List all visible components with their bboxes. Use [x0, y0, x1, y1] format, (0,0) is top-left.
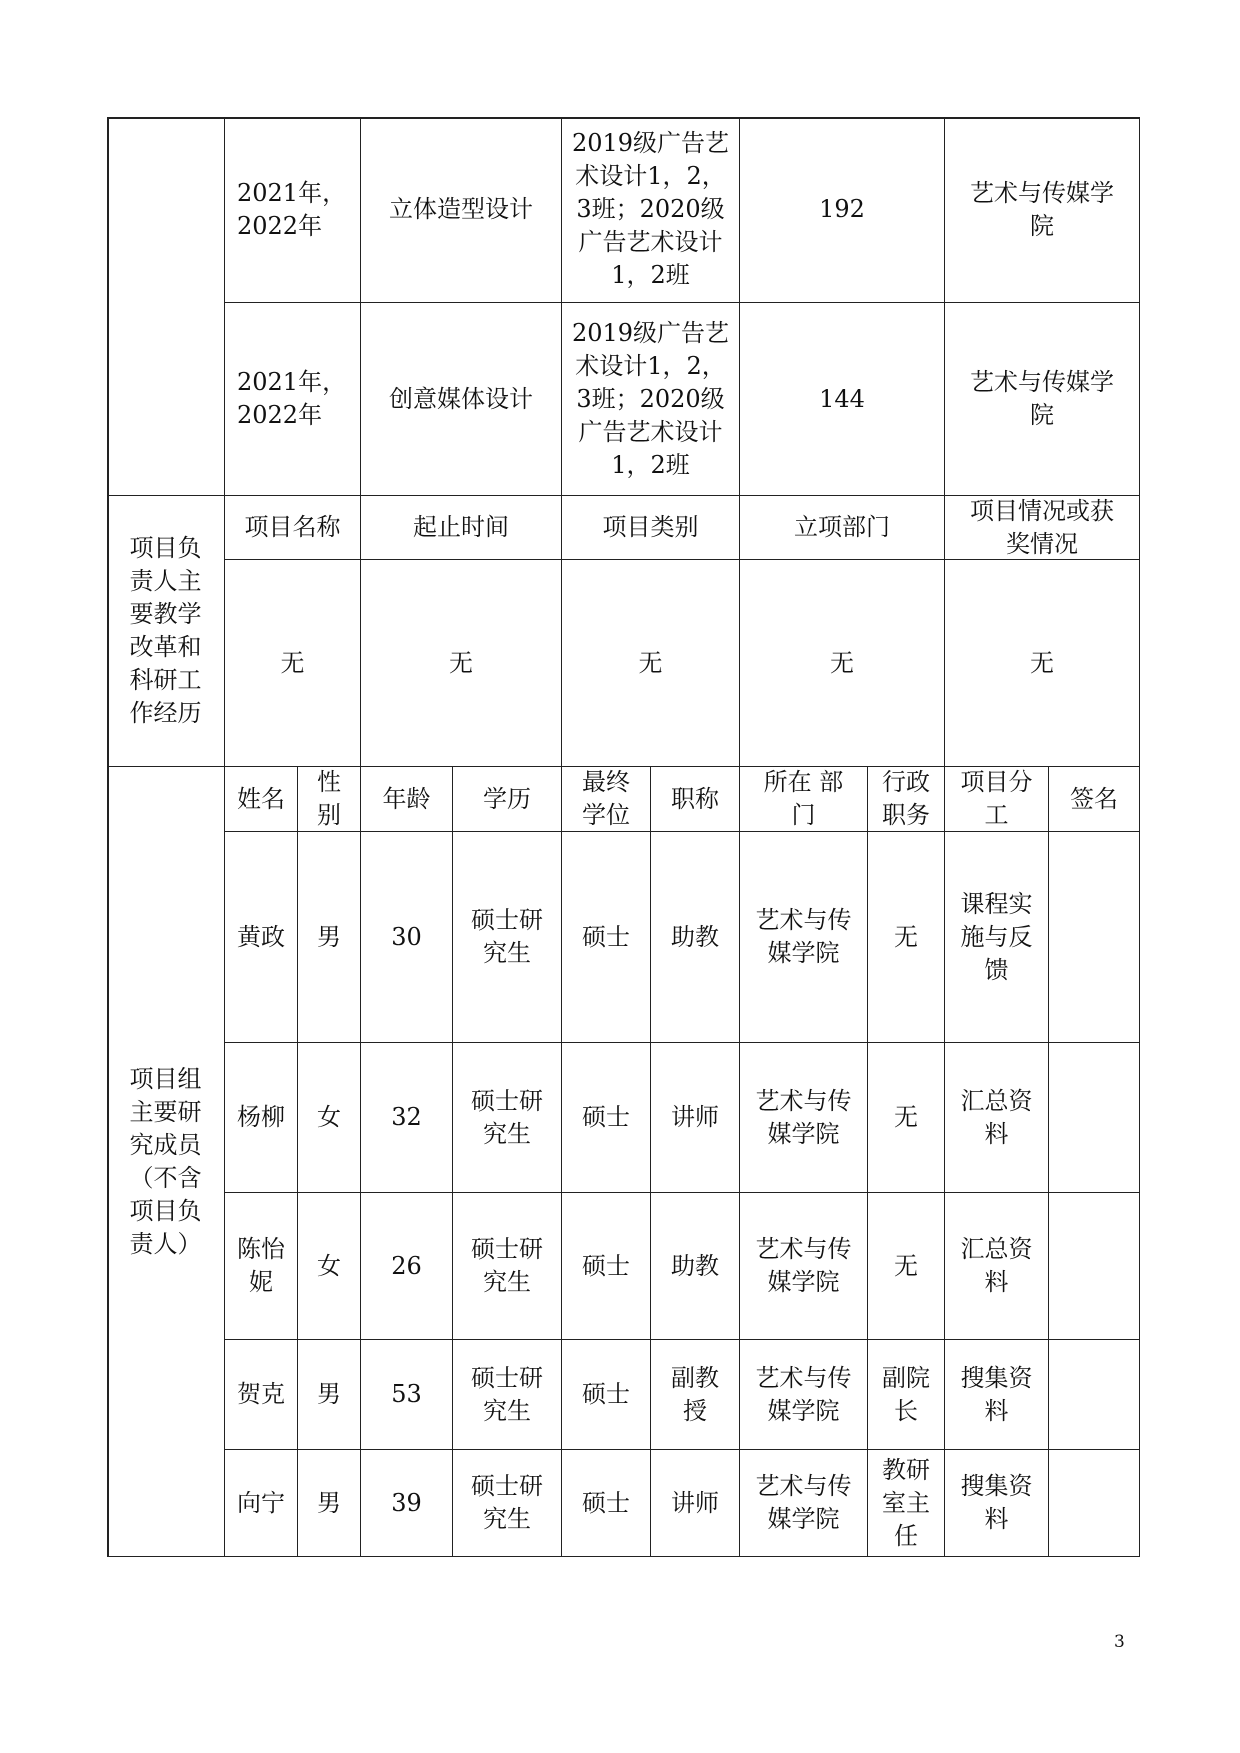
- course-classes: 2019级广告艺 术设计1，2， 3班；2020级 广告艺术设计 1，2班: [562, 303, 740, 496]
- member-gender: 男: [298, 1340, 361, 1450]
- member-title: 讲师: [651, 1043, 740, 1193]
- history-header-department: 立项部门: [740, 496, 945, 560]
- member-age: 53: [361, 1340, 453, 1450]
- member-department: 艺术与传 媒学院: [740, 1043, 868, 1193]
- member-header-education: 学历: [453, 767, 562, 832]
- member-header-gender: 性 别: [298, 767, 361, 832]
- member-task: 课程实 施与反 馈: [945, 832, 1049, 1043]
- course-name: 立体造型设计: [361, 117, 562, 303]
- member-education: 硕士研 究生: [453, 1450, 562, 1557]
- history-header-project-name: 项目名称: [225, 496, 361, 560]
- member-degree: 硕士: [562, 1340, 651, 1450]
- member-title: 助教: [651, 1193, 740, 1340]
- member-name: 杨柳: [225, 1043, 298, 1193]
- member-title: 副教 授: [651, 1340, 740, 1450]
- member-name: 黄政: [225, 832, 298, 1043]
- member-header-admin-role: 行政 职务: [868, 767, 945, 832]
- member-signature[interactable]: [1049, 832, 1140, 1043]
- member-task: 汇总资 料: [945, 1043, 1049, 1193]
- member-age: 39: [361, 1450, 453, 1557]
- member-degree: 硕士: [562, 1193, 651, 1340]
- history-header-category: 项目类别: [562, 496, 740, 560]
- member-header-age: 年龄: [361, 767, 453, 832]
- member-name: 陈怡 妮: [225, 1193, 298, 1340]
- member-signature[interactable]: [1049, 1193, 1140, 1340]
- member-department: 艺术与传 媒学院: [740, 1450, 868, 1557]
- member-degree: 硕士: [562, 1450, 651, 1557]
- history-value: 无: [562, 560, 740, 767]
- member-gender: 女: [298, 1193, 361, 1340]
- member-header-title: 职称: [651, 767, 740, 832]
- member-task: 搜集资 料: [945, 1340, 1049, 1450]
- member-admin-role: 副院 长: [868, 1340, 945, 1450]
- member-header-signature: 签名: [1049, 767, 1140, 832]
- member-gender: 女: [298, 1043, 361, 1193]
- course-year: 2021年， 2022年: [225, 117, 361, 303]
- member-admin-role: 无: [868, 1193, 945, 1340]
- course-classes: 2019级广告艺 术设计1，2， 3班；2020级 广告艺术设计 1，2班: [562, 117, 740, 303]
- history-label: 项目负 责人主 要教学 改革和 科研工 作经历: [107, 496, 225, 767]
- member-name: 向宁: [225, 1450, 298, 1557]
- member-task: 汇总资 料: [945, 1193, 1049, 1340]
- history-value: 无: [740, 560, 945, 767]
- member-admin-role: 无: [868, 1043, 945, 1193]
- member-education: 硕士研 究生: [453, 832, 562, 1043]
- history-header-status: 项目情况或获 奖情况: [945, 496, 1140, 560]
- member-age: 32: [361, 1043, 453, 1193]
- member-department: 艺术与传 媒学院: [740, 1193, 868, 1340]
- member-education: 硕士研 究生: [453, 1043, 562, 1193]
- member-task: 搜集资 料: [945, 1450, 1049, 1557]
- member-degree: 硕士: [562, 832, 651, 1043]
- course-college: 艺术与传媒学 院: [945, 303, 1140, 496]
- category-cell-blank: [107, 117, 225, 496]
- course-name: 创意媒体设计: [361, 303, 562, 496]
- member-admin-role: 无: [868, 832, 945, 1043]
- course-students: 144: [740, 303, 945, 496]
- history-value: 无: [361, 560, 562, 767]
- member-title: 助教: [651, 832, 740, 1043]
- member-header-department: 所在 部 门: [740, 767, 868, 832]
- course-year: 2021年， 2022年: [225, 303, 361, 496]
- member-education: 硕士研 究生: [453, 1340, 562, 1450]
- members-label: 项目组 主要研 究成员 （不含 项目负 责人）: [107, 767, 225, 1557]
- member-header-task: 项目分 工: [945, 767, 1049, 832]
- member-age: 30: [361, 832, 453, 1043]
- member-header-degree: 最终 学位: [562, 767, 651, 832]
- member-department: 艺术与传 媒学院: [740, 1340, 868, 1450]
- member-name: 贺克: [225, 1340, 298, 1450]
- member-signature[interactable]: [1049, 1450, 1140, 1557]
- history-header-period: 起止时间: [361, 496, 562, 560]
- member-education: 硕士研 究生: [453, 1193, 562, 1340]
- member-gender: 男: [298, 1450, 361, 1557]
- member-degree: 硕士: [562, 1043, 651, 1193]
- history-value: 无: [945, 560, 1140, 767]
- member-signature[interactable]: [1049, 1043, 1140, 1193]
- member-header-name: 姓名: [225, 767, 298, 832]
- member-admin-role: 教研 室主 任: [868, 1450, 945, 1557]
- member-department: 艺术与传 媒学院: [740, 832, 868, 1043]
- member-gender: 男: [298, 832, 361, 1043]
- member-age: 26: [361, 1193, 453, 1340]
- history-value: 无: [225, 560, 361, 767]
- member-signature[interactable]: [1049, 1340, 1140, 1450]
- member-title: 讲师: [651, 1450, 740, 1557]
- course-college: 艺术与传媒学 院: [945, 117, 1140, 303]
- course-students: 192: [740, 117, 945, 303]
- page-number: 3: [1114, 1632, 1125, 1652]
